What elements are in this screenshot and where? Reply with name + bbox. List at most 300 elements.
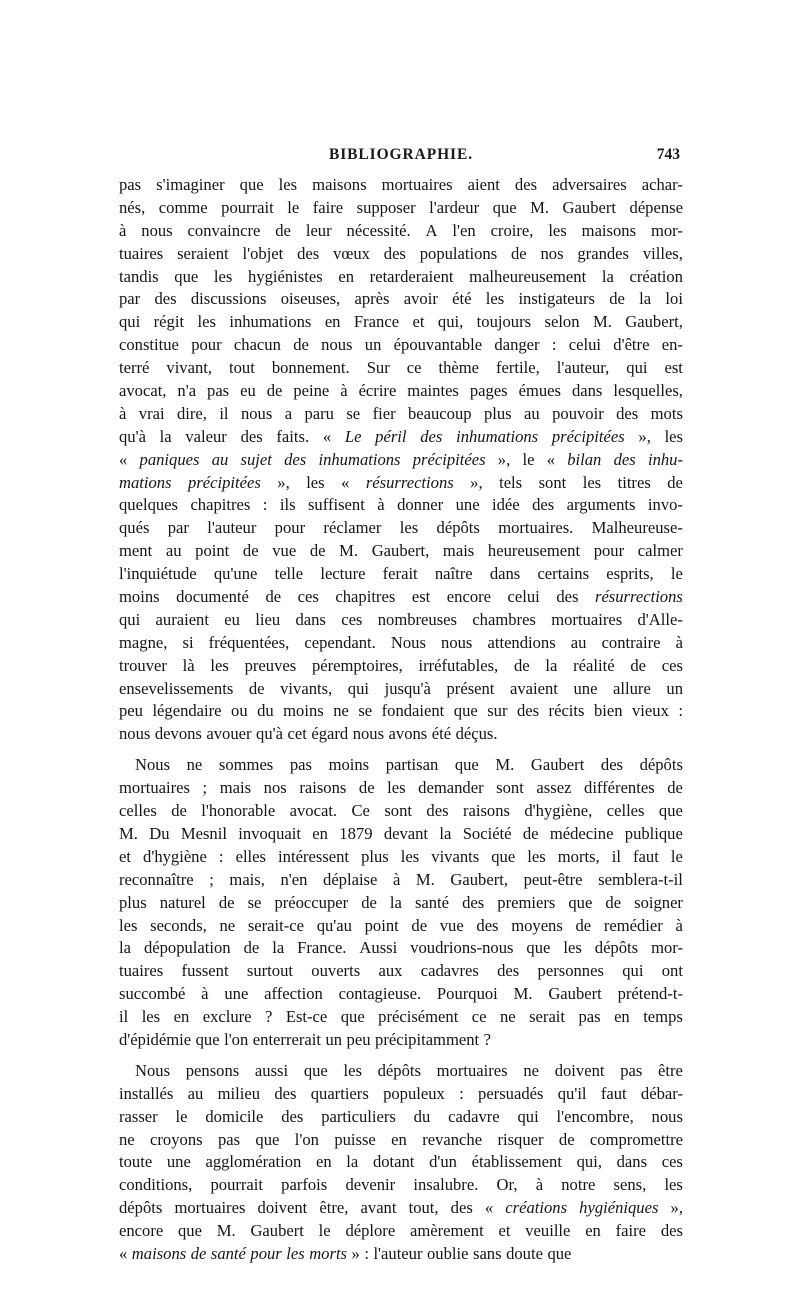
word: des: [383, 243, 406, 263]
text-line: [119, 517, 683, 540]
text-line: [119, 609, 683, 632]
word: en: [391, 1129, 407, 1149]
word: certains: [537, 564, 590, 584]
word: reconnaître: [119, 869, 194, 889]
word: »,: [638, 426, 651, 446]
word: attendions: [487, 632, 556, 652]
word: les: [119, 915, 138, 935]
word: nous: [352, 724, 385, 744]
word: discussions: [190, 289, 267, 309]
word: l'ardeur: [429, 197, 480, 217]
word: s'imaginer: [156, 175, 225, 194]
word: bonnement.: [271, 358, 350, 378]
word: péremptoires,: [311, 655, 403, 675]
word: sont: [384, 801, 412, 821]
word: résurrections: [365, 472, 454, 492]
word: mortuaires: [119, 778, 190, 798]
word: chambres: [472, 609, 536, 629]
word: point: [364, 915, 399, 935]
word: cadavre: [448, 1106, 500, 1126]
word: la: [439, 823, 452, 843]
word: de: [275, 220, 291, 240]
word: mations: [119, 472, 172, 492]
text-line: [119, 1197, 683, 1220]
word: des: [476, 915, 499, 935]
word: l'en: [452, 220, 476, 240]
word: que: [454, 755, 479, 775]
word: ne: [119, 1129, 135, 1149]
word: que: [195, 1029, 220, 1049]
word: de: [513, 655, 530, 675]
word: Ce: [351, 801, 370, 821]
word: M.: [495, 755, 515, 775]
word: que: [239, 175, 264, 194]
word: pour: [250, 1243, 282, 1263]
word: des: [613, 449, 636, 469]
word: par: [119, 289, 141, 309]
paragraph-gap: [119, 1052, 683, 1060]
word: que: [178, 1221, 202, 1241]
word: ne: [219, 915, 236, 935]
word: thème: [438, 358, 479, 378]
word: un: [325, 1029, 343, 1049]
word: le: [522, 449, 535, 469]
word: des: [462, 892, 485, 912]
word: se: [247, 892, 262, 912]
word: Gaubert: [530, 755, 585, 775]
word: remédier: [603, 915, 663, 935]
word: préoccuper: [274, 892, 349, 912]
word: les: [306, 472, 325, 492]
word: naître: [434, 564, 473, 584]
word: il: [611, 846, 621, 866]
word: l'encombre,: [556, 1106, 634, 1126]
word: de: [243, 938, 260, 958]
word: maisons: [131, 1243, 187, 1263]
text-line: [119, 311, 683, 334]
word: les: [563, 938, 582, 958]
word: de: [510, 243, 527, 263]
word: dans: [295, 609, 326, 629]
word: insalubre.: [413, 1175, 479, 1195]
word: ne: [333, 701, 349, 721]
word: d'épidémie: [119, 1029, 192, 1049]
text-line: [119, 1220, 683, 1243]
text-line: [119, 540, 683, 563]
text-line: [119, 220, 683, 243]
word: au: [165, 541, 182, 561]
word: qu'à: [119, 426, 146, 446]
word: magne,: [119, 632, 168, 652]
word: d'hygiène,: [524, 801, 593, 821]
word: de: [358, 778, 375, 798]
word: la: [119, 938, 131, 958]
word: devant: [383, 823, 429, 843]
word: les: [343, 1060, 362, 1080]
word: l'inquiétude: [119, 564, 197, 584]
text-line: [119, 869, 683, 892]
word: «: [546, 449, 555, 469]
word: et: [498, 1221, 511, 1241]
word: dépôts: [377, 1060, 421, 1080]
word: ne: [186, 755, 203, 775]
word: un: [364, 335, 382, 355]
text-line: [119, 334, 683, 357]
word: nous: [240, 403, 273, 423]
word: des: [616, 403, 639, 423]
text-line: [119, 288, 683, 311]
word: à: [119, 220, 127, 240]
word: temps: [643, 1007, 683, 1027]
word: agglomération: [205, 1152, 302, 1172]
text-line: [119, 655, 683, 678]
word: auraient: [155, 609, 209, 629]
word: Nous: [135, 755, 171, 775]
word: en: [312, 823, 328, 843]
word: pas: [217, 1129, 241, 1149]
word: à: [201, 984, 209, 1004]
word: celui: [568, 335, 601, 355]
word: de: [609, 289, 625, 309]
word: il: [219, 403, 229, 423]
text-line: [119, 357, 683, 380]
word: irréfutables,: [418, 655, 499, 675]
word: être,: [319, 1198, 349, 1218]
word: qui,: [437, 312, 464, 332]
word: aussi: [254, 1060, 289, 1080]
word: «: [322, 426, 332, 446]
word: grandes: [577, 243, 629, 263]
word: devenir: [345, 1175, 396, 1195]
word: lieu: [255, 609, 281, 629]
word: Du: [149, 823, 170, 843]
word: les: [582, 472, 602, 492]
word: les: [141, 1007, 161, 1027]
word: naturel: [159, 892, 206, 912]
word: que: [547, 1243, 572, 1263]
word: fussent: [181, 961, 229, 981]
word: santé: [414, 892, 450, 912]
word: des: [154, 289, 177, 309]
word: ce: [471, 1007, 487, 1027]
word: de: [293, 335, 309, 355]
word: intéressent: [278, 846, 350, 866]
word: mais,: [229, 869, 265, 889]
text-line: [119, 1060, 683, 1083]
word: le: [670, 564, 683, 584]
word: précipitées: [551, 426, 625, 446]
text-line: [119, 197, 683, 220]
word: chapitres: [335, 587, 396, 607]
text-line: [119, 700, 683, 723]
word: beaucoup: [407, 403, 472, 423]
word: :: [459, 1083, 464, 1103]
word: inhu-: [647, 449, 683, 469]
word: Gaubert,: [371, 541, 430, 561]
word: l'auteur: [207, 518, 257, 538]
word: peu: [346, 1029, 371, 1049]
word: invo-: [647, 495, 683, 515]
text-line: [119, 1006, 683, 1029]
text-line: [119, 1174, 683, 1197]
word: des: [514, 175, 538, 194]
word: nés,: [119, 197, 146, 217]
word: »,: [277, 472, 290, 492]
word: »,: [670, 1198, 683, 1218]
word: moins: [283, 701, 324, 721]
word: ment: [119, 541, 153, 561]
word: dans: [616, 1152, 648, 1172]
word: jusqu'à: [384, 678, 431, 698]
word: Nous: [390, 632, 426, 652]
text-line: [119, 892, 683, 915]
word: de: [411, 915, 428, 935]
word: présent: [446, 678, 495, 698]
word: de: [171, 801, 187, 821]
word: pourrait: [221, 197, 274, 217]
word: esprits,: [606, 564, 654, 584]
word: des: [284, 449, 307, 469]
word: dépôts: [436, 518, 480, 538]
word: domicile: [205, 1106, 264, 1126]
word: vivant,: [166, 358, 213, 378]
word: tuaires: [119, 961, 164, 981]
word: en: [585, 1221, 601, 1241]
word: mortuaires.: [498, 518, 574, 538]
word: arguments: [566, 495, 636, 515]
word: pour: [274, 518, 306, 538]
word: A: [425, 220, 438, 240]
word: prétend-t-: [617, 984, 683, 1004]
word: faire: [615, 1221, 647, 1241]
text-line: [119, 678, 683, 701]
word: M.: [415, 869, 435, 889]
word: maintes: [407, 381, 459, 401]
word: moins: [328, 755, 370, 775]
word: Sur: [366, 358, 390, 378]
word: compromettre: [589, 1129, 683, 1149]
word: chapitres: [190, 495, 251, 515]
word: loi: [665, 289, 683, 309]
word: réalité: [573, 655, 615, 675]
word: vivants,: [280, 678, 333, 698]
word: pas: [620, 1060, 643, 1080]
word: toute: [119, 1152, 153, 1172]
word: France.: [297, 938, 347, 958]
word: serait: [529, 1007, 566, 1027]
word: les: [527, 846, 546, 866]
word: en-: [661, 335, 683, 355]
word: de: [575, 915, 592, 935]
word: Malheureuse-: [591, 518, 683, 538]
word: assez: [536, 778, 572, 798]
word: qu'il: [557, 1083, 587, 1103]
word: tout,: [408, 1198, 439, 1218]
word: seconds,: [150, 915, 207, 935]
word: cet: [287, 724, 307, 744]
text-line: [119, 846, 683, 869]
word: après: [354, 289, 390, 309]
word: M.: [216, 1221, 236, 1241]
word: nous: [141, 220, 173, 240]
word: de: [558, 1129, 575, 1149]
word: «: [119, 449, 128, 469]
word: ce: [406, 358, 422, 378]
word: précipitées: [412, 449, 486, 469]
word: bilan: [567, 449, 602, 469]
word: nous: [321, 335, 353, 355]
word: M.: [119, 823, 138, 843]
word: avoir: [403, 289, 438, 309]
word: que: [340, 1007, 365, 1027]
word: dépôts: [119, 1198, 163, 1218]
word: de: [218, 892, 235, 912]
word: avant: [360, 1198, 397, 1218]
word: :: [262, 495, 268, 515]
text-line: [119, 1129, 683, 1152]
text-line: [119, 915, 683, 938]
word: ferait: [382, 564, 418, 584]
word: se: [346, 403, 361, 423]
word: surtout: [246, 961, 293, 981]
word: qui: [622, 961, 644, 981]
word: le: [287, 197, 300, 217]
word: pour: [593, 541, 625, 561]
word: mortuaires: [551, 609, 623, 629]
word: hygiénistes: [248, 266, 323, 286]
word: de: [667, 472, 683, 492]
word: paniques: [139, 449, 200, 469]
text-line: [119, 1106, 683, 1129]
word: mais: [442, 541, 475, 561]
text-line: [119, 1243, 683, 1266]
word: Nous: [135, 1060, 171, 1080]
word: de: [361, 892, 377, 912]
word: précisément: [378, 1007, 459, 1027]
word: à: [675, 915, 683, 935]
word: ces: [661, 655, 683, 675]
word: aux: [378, 961, 403, 981]
word: inhumations: [229, 312, 312, 332]
word: adversaires: [552, 175, 627, 194]
word: Or,: [496, 1175, 518, 1195]
word: dépopulation: [143, 938, 231, 958]
word: vue: [272, 541, 297, 561]
word: comme: [158, 197, 208, 217]
word: «: [484, 1198, 494, 1218]
word: particuliers: [321, 1106, 396, 1126]
word: des: [516, 701, 540, 721]
text-line: [119, 632, 683, 655]
word: des: [556, 587, 579, 607]
word: avocat,: [119, 381, 167, 401]
word: ces: [661, 1152, 683, 1172]
word: ouverts: [311, 961, 361, 981]
word: n'en: [280, 869, 308, 889]
word: d'Alle-: [637, 609, 683, 629]
word: «: [119, 1243, 128, 1263]
word: cependant.: [304, 632, 376, 652]
word: Gaubert,: [625, 312, 683, 332]
word: les: [399, 518, 419, 538]
word: notre: [561, 1175, 596, 1195]
word: le: [318, 1221, 331, 1241]
word: des: [297, 243, 320, 263]
word: pour: [191, 335, 222, 355]
text-line: [119, 777, 683, 800]
word: à: [340, 381, 348, 401]
word: d'être: [613, 335, 650, 355]
word: là: [182, 655, 195, 675]
word: lecture: [320, 564, 366, 584]
word: de: [309, 541, 326, 561]
word: de: [522, 823, 539, 843]
word: du: [413, 1106, 431, 1126]
text-line: [119, 472, 683, 495]
word: l'honorable: [201, 801, 276, 821]
word: les: [548, 220, 567, 240]
word: ils: [279, 495, 296, 515]
word: soigner: [634, 892, 683, 912]
text-line: [119, 403, 683, 426]
word: en: [338, 266, 355, 286]
text-line: [119, 563, 683, 586]
word: qu'à: [256, 724, 283, 744]
word: documenté: [176, 587, 249, 607]
word: péril: [375, 426, 407, 446]
word: sans: [472, 1243, 502, 1263]
word: vue: [439, 915, 464, 935]
word: qui: [119, 312, 141, 332]
text-line: [119, 1151, 683, 1174]
word: «: [341, 472, 350, 492]
word: précipitées: [188, 472, 261, 492]
word: dépense: [629, 197, 683, 217]
word: d'hygiène: [143, 846, 207, 866]
word: déçus.: [455, 724, 498, 744]
word: que: [453, 701, 478, 721]
text-line: [119, 1029, 683, 1052]
word: ?: [483, 1029, 492, 1049]
word: encore: [119, 1221, 164, 1241]
word: l'objet: [242, 243, 284, 263]
word: morts,: [557, 846, 600, 866]
word: retarderaient: [369, 266, 454, 286]
word: faut: [633, 846, 659, 866]
word: leur: [305, 220, 332, 240]
word: populations: [419, 243, 498, 263]
word: plus: [483, 403, 512, 423]
word: mortuaires: [436, 1060, 508, 1080]
word: est: [664, 358, 683, 378]
word: une: [573, 678, 598, 698]
word: point: [195, 541, 230, 561]
word: tout: [229, 358, 255, 378]
word: de: [630, 655, 646, 675]
word: l'on: [294, 1129, 319, 1149]
word: inhumations: [318, 449, 401, 469]
word: pas: [578, 1007, 601, 1027]
word: idée: [492, 495, 520, 515]
word: valeur: [185, 426, 227, 446]
word: moins: [119, 587, 160, 607]
word: faits.: [276, 426, 310, 446]
word: l'on: [224, 1029, 249, 1049]
word: le: [670, 846, 683, 866]
word: doute: [506, 1243, 543, 1263]
word: déplaise: [323, 869, 378, 889]
word: faut: [600, 1083, 627, 1103]
